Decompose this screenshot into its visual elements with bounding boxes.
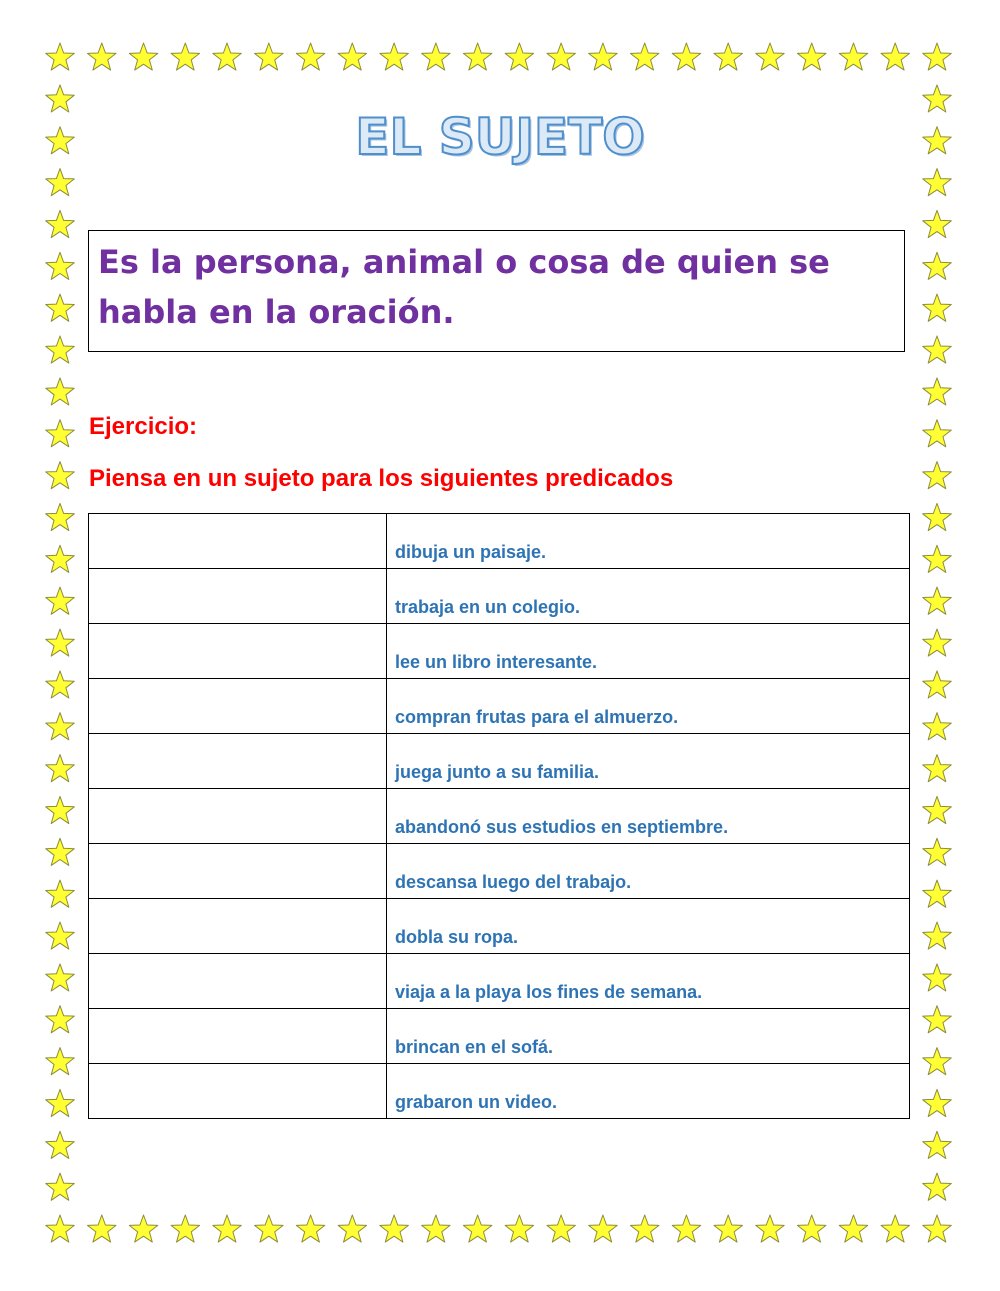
star-icon (797, 1215, 826, 1242)
table-row (89, 734, 910, 789)
table-row (89, 624, 910, 679)
table-row (89, 954, 910, 1009)
star-icon (923, 1215, 952, 1242)
star-icon (672, 1215, 701, 1242)
definition-box (88, 230, 905, 352)
star-icon (296, 43, 325, 70)
star-icon (380, 1215, 409, 1242)
subject-answer-cell[interactable] (89, 679, 387, 734)
star-icon (463, 1215, 492, 1242)
star-icon (923, 1089, 952, 1116)
star-icon (46, 503, 75, 530)
star-icon (881, 1215, 910, 1242)
subject-answer-cell[interactable] (89, 514, 387, 569)
star-icon (46, 671, 75, 698)
star-icon (422, 1215, 451, 1242)
predicate-cell: grabaron un video. (387, 1064, 910, 1119)
star-icon (46, 1173, 75, 1200)
star-icon (171, 43, 200, 70)
star-icon (171, 1215, 200, 1242)
star-icon (88, 43, 117, 70)
star-icon (380, 43, 409, 70)
star-icon (756, 1215, 785, 1242)
star-icon (46, 420, 75, 447)
star-icon (46, 210, 75, 237)
star-icon (672, 43, 701, 70)
table-row (89, 1009, 910, 1064)
star-icon (630, 43, 659, 70)
predicate-cell: viaja a la playa los fines de semana. (387, 954, 910, 1009)
star-icon (923, 838, 952, 865)
star-icon (46, 1006, 75, 1033)
star-icon (839, 43, 868, 70)
definition-text: Es la persona, animal o cosa de quien se habla en la oración. (98, 243, 830, 331)
star-icon (923, 378, 952, 405)
star-icon (255, 43, 284, 70)
star-icon (923, 43, 952, 70)
star-icon (338, 1215, 367, 1242)
star-icon (255, 1215, 284, 1242)
subject-answer-cell[interactable] (89, 789, 387, 844)
star-icon (296, 1215, 325, 1242)
star-icon (923, 336, 952, 363)
star-icon (547, 43, 576, 70)
star-icon (923, 671, 952, 698)
star-icon (46, 713, 75, 740)
star-icon (46, 1048, 75, 1075)
star-icon (338, 43, 367, 70)
page-title: EL SUJETO (355, 108, 645, 166)
star-icon (923, 1173, 952, 1200)
predicate-cell: juega junto a su familia. (387, 734, 910, 789)
star-icon (46, 1215, 75, 1242)
star-icon (923, 755, 952, 782)
star-icon (589, 43, 618, 70)
star-icon (46, 252, 75, 279)
exercise-instruction: Piensa en un sujeto para los siguientes predicados (89, 465, 674, 492)
star-icon (46, 1131, 75, 1158)
subject-answer-cell[interactable] (89, 954, 387, 1009)
star-icon (756, 43, 785, 70)
star-icon (714, 1215, 743, 1242)
star-icon (46, 964, 75, 991)
star-icon (547, 1215, 576, 1242)
table-row (89, 899, 910, 954)
star-icon (463, 43, 492, 70)
star-icon (923, 1131, 952, 1158)
table-row (89, 514, 910, 569)
table-row (89, 679, 910, 734)
star-icon (213, 1215, 242, 1242)
star-icon (923, 210, 952, 237)
star-icon (46, 796, 75, 823)
star-icon (923, 880, 952, 907)
subject-answer-cell[interactable] (89, 1064, 387, 1119)
predicate-cell: abandonó sus estudios en septiembre. (387, 789, 910, 844)
predicate-cell: brincan en el sofá. (387, 1009, 910, 1064)
star-icon (589, 1215, 618, 1242)
table-row (89, 1064, 910, 1119)
star-icon (881, 43, 910, 70)
star-icon (505, 43, 533, 70)
star-icon (422, 43, 451, 70)
star-icon (923, 796, 952, 823)
predicate-cell: dibuja un paisaje. (387, 514, 910, 569)
table-row (89, 844, 910, 899)
star-icon (46, 378, 75, 405)
star-icon (923, 503, 952, 530)
star-icon (46, 755, 75, 782)
star-icon (88, 1215, 117, 1242)
star-icon (46, 838, 75, 865)
star-icon (923, 294, 952, 321)
star-icon (923, 587, 952, 614)
subject-answer-cell[interactable] (89, 624, 387, 679)
star-icon (46, 587, 75, 614)
subject-answer-cell[interactable] (89, 844, 387, 899)
predicate-cell: dobla su ropa. (387, 899, 910, 954)
star-icon (923, 629, 952, 656)
star-icon (923, 1006, 952, 1033)
subject-answer-cell[interactable] (89, 569, 387, 624)
star-icon (923, 462, 952, 489)
subject-answer-cell[interactable] (89, 734, 387, 789)
star-icon (129, 43, 158, 70)
star-icon (46, 629, 75, 656)
predicate-cell: lee un libro interesante. (387, 624, 910, 679)
exercise-table (88, 513, 910, 1119)
star-icon (714, 43, 743, 70)
subject-answer-cell[interactable] (89, 899, 387, 954)
star-icon (923, 713, 952, 740)
subject-answer-cell[interactable] (89, 1009, 387, 1064)
star-icon (46, 545, 75, 572)
star-icon (923, 1048, 952, 1075)
exercise-label: Ejercicio: (89, 413, 198, 440)
star-icon (797, 43, 826, 70)
star-icon (46, 294, 75, 321)
star-icon (630, 1215, 659, 1242)
star-icon (923, 169, 952, 196)
star-icon (46, 880, 75, 907)
star-icon (46, 922, 75, 949)
predicate-cell: descansa luego del trabajo. (387, 844, 910, 899)
predicate-cell: trabaja en un colegio. (387, 569, 910, 624)
star-icon (839, 1215, 868, 1242)
star-icon (46, 462, 75, 489)
star-icon (46, 336, 75, 363)
star-icon (46, 43, 75, 70)
star-icon (46, 169, 75, 196)
star-icon (213, 43, 242, 70)
star-icon (46, 1089, 75, 1116)
star-icon (505, 1215, 533, 1242)
table-row (89, 789, 910, 844)
table-row (89, 569, 910, 624)
star-icon (923, 964, 952, 991)
star-icon (923, 420, 952, 447)
star-icon (923, 545, 952, 572)
star-icon (129, 1215, 158, 1242)
star-icon (923, 922, 952, 949)
star-icon (923, 252, 952, 279)
predicate-cell: compran frutas para el almuerzo. (387, 679, 910, 734)
